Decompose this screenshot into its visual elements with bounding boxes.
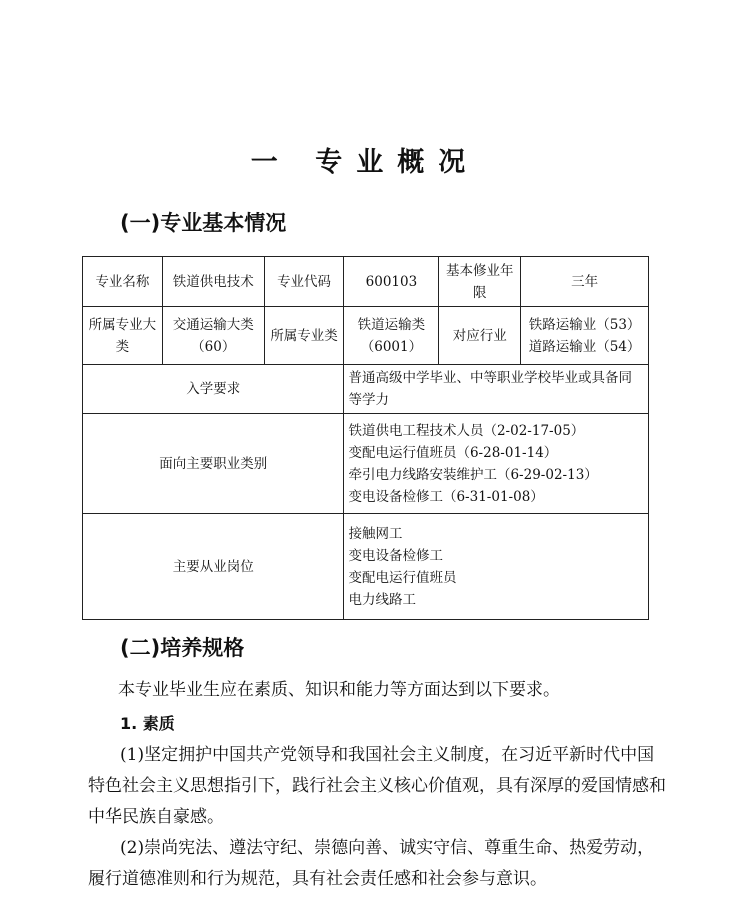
intro-paragraph: 本专业毕业生应在素质、知识和能力等方面达到以下要求。 xyxy=(118,680,560,700)
posts-list xyxy=(344,514,649,620)
quality-item-1: (1)坚定拥护中国共产党领导和我国社会主义制度，在习近平新时代中国特色社会主义思想指引下，践行社会主义核心价值观，具有深厚的爱国情感和中华民族自豪感。 xyxy=(88,745,666,827)
major-info-table xyxy=(82,256,649,620)
industry-label: 对应行业 xyxy=(439,307,521,365)
duration-value: 三年 xyxy=(521,257,649,307)
list-item: 铁道供电工程技术人员（2-02-17-05） xyxy=(348,422,585,439)
section-title-training-spec: (二)培养规格 xyxy=(120,636,245,660)
section-title-basic-info: (一)专业基本情况 xyxy=(120,211,287,235)
admission-label: 入学要求 xyxy=(83,365,344,414)
subcategory-value: 铁道运输类（6001） xyxy=(344,307,439,365)
table-row xyxy=(83,365,649,414)
major-name-label: 专业名称 xyxy=(83,257,163,307)
category-value: 交通运输大类（60） xyxy=(162,307,264,365)
quality-item-2: (2)崇尚宪法、遵法守纪、崇德向善、诚实守信、尊重生命、热爱劳动，履行道德准则和行为规范，具有社会责任感和社会参与意识。 xyxy=(88,838,655,889)
industry-item: 道路运输业（54） xyxy=(528,338,641,355)
industry-item: 铁路运输业（53） xyxy=(528,316,641,333)
chapter-title: 一 专业概况 xyxy=(250,147,480,178)
duration-label: 基本修业年限 xyxy=(439,257,521,307)
occupation-label: 面向主要职业类别 xyxy=(83,414,344,514)
subcategory-label: 所属专业类 xyxy=(264,307,344,365)
list-item: 牵引电力线路安装维护工（6-29-02-13） xyxy=(348,466,598,483)
occupation-list xyxy=(344,414,649,514)
posts-label: 主要从业岗位 xyxy=(83,514,344,620)
list-item: 接触网工 xyxy=(348,525,403,542)
subsection-heading-quality: 1. 素质 xyxy=(120,714,175,733)
admission-value: 普通高级中学毕业、中等职业学校毕业或具备同等学力 xyxy=(344,365,649,414)
table-row xyxy=(83,514,649,620)
list-item: 变配电运行值班员（6-28-01-14） xyxy=(348,444,558,461)
table-row xyxy=(83,307,649,365)
major-code-label: 专业代码 xyxy=(264,257,344,307)
list-item: 变电设备检修工（6-31-01-08） xyxy=(348,488,544,505)
major-name-value: 铁道供电技术 xyxy=(162,257,264,307)
major-code-value: 600103 xyxy=(344,257,439,307)
industry-value xyxy=(521,307,649,365)
list-item: 变电设备检修工 xyxy=(348,547,443,564)
list-item: 变配电运行值班员 xyxy=(348,569,457,586)
table-row xyxy=(83,257,649,307)
category-label: 所属专业大类 xyxy=(83,307,163,365)
list-item: 电力线路工 xyxy=(348,591,416,608)
table-row xyxy=(83,414,649,514)
